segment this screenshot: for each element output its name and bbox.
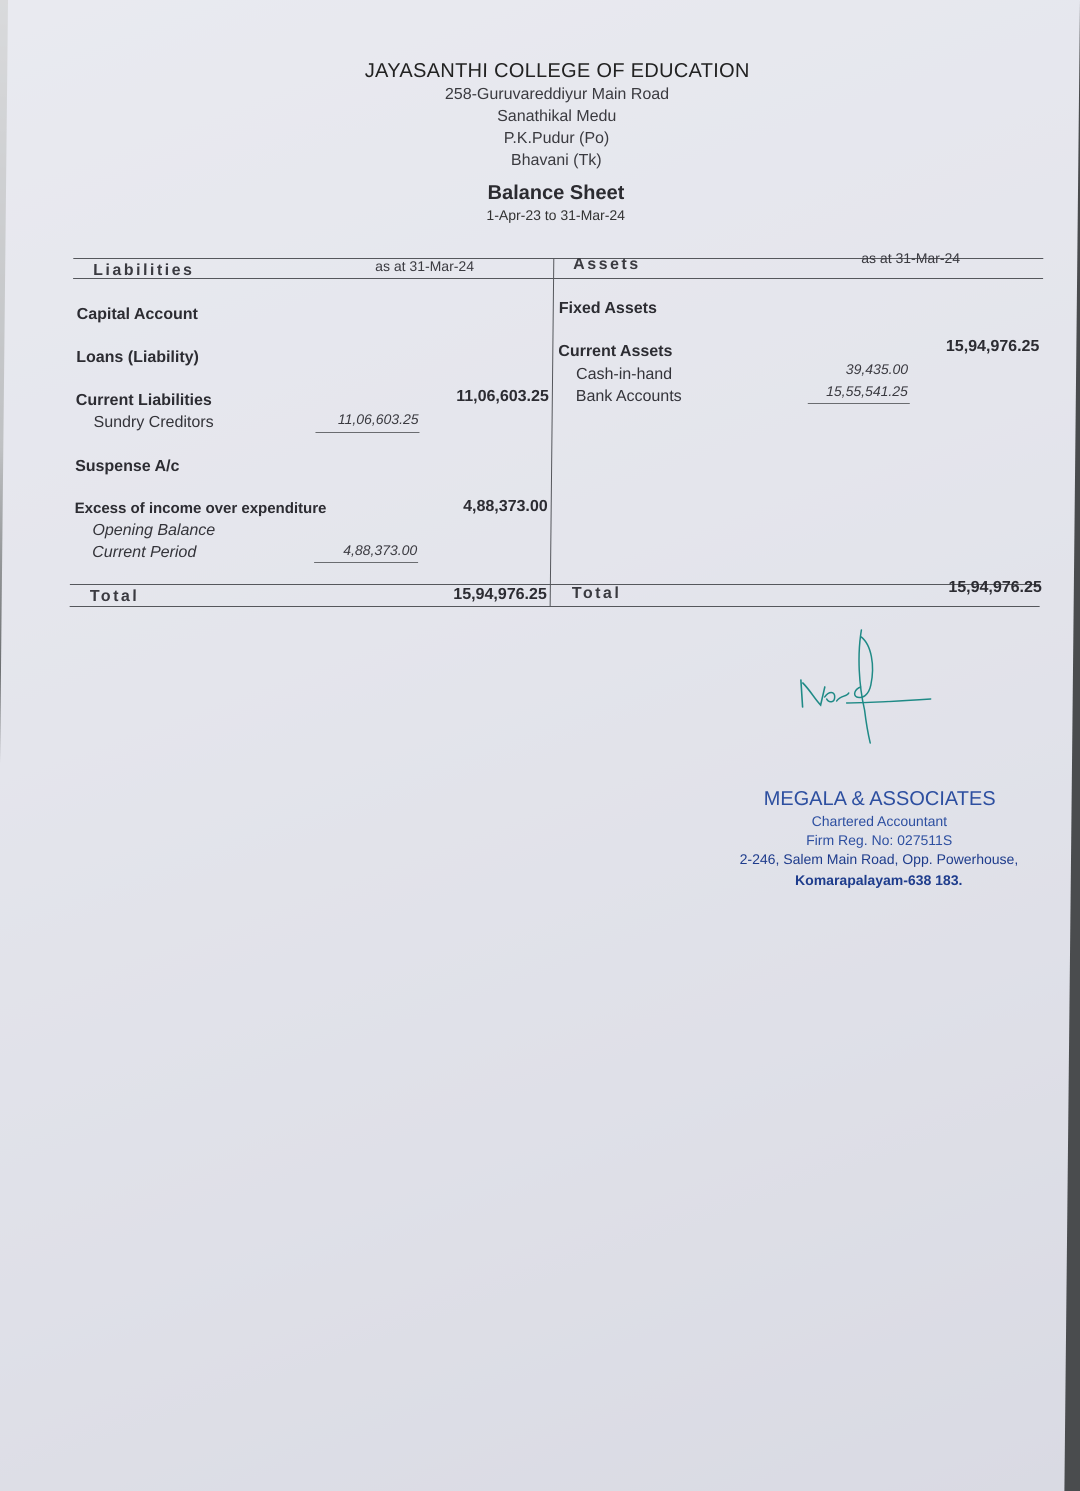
- auditor-role: Chartered Accountant: [811, 813, 948, 829]
- current-liabilities-total: 11,06,603.25: [456, 388, 549, 405]
- bank-accounts-amount: 15,55,541.25: [826, 383, 908, 399]
- assets-as-at: as at 31-Mar-24: [861, 250, 961, 266]
- excess-total: 4,88,373.00: [463, 498, 548, 515]
- auditor-address-1: 2-246, Salem Main Road, Opp. Powerhouse,: [739, 851, 1019, 867]
- current-period-label: Current Period: [92, 544, 197, 561]
- total-bottom-rule: [70, 606, 1040, 607]
- address-line-2: Sanathikal Medu: [497, 108, 617, 125]
- current-liabilities-label: Current Liabilities: [75, 392, 212, 409]
- fixed-assets-label: Fixed Assets: [558, 300, 657, 317]
- bank-accounts-label: Bank Accounts: [575, 388, 682, 405]
- liabilities-total-label: Total: [89, 588, 140, 605]
- opening-balance-label: Opening Balance: [92, 522, 216, 539]
- current-assets-total: 15,94,976.25: [945, 338, 1040, 355]
- excess-label: Excess of income over expenditure: [74, 500, 327, 517]
- liabilities-total-amount: 15,94,976.25: [453, 586, 547, 603]
- current-assets-label: Current Assets: [558, 343, 673, 360]
- loans-label: Loans (Liability): [76, 349, 200, 366]
- institution-name: JAYASANTHI COLLEGE OF EDUCATION: [364, 60, 750, 82]
- sundry-creditors-label: Sundry Creditors: [93, 414, 214, 431]
- sheet-period: 1-Apr-23 to 31-Mar-24: [486, 207, 626, 223]
- subtotal-rule: [315, 432, 419, 433]
- subtotal-rule: [314, 562, 418, 563]
- capital-account-label: Capital Account: [76, 306, 198, 323]
- table-header-rule: [73, 278, 1043, 279]
- cash-in-hand-amount: 39,435.00: [845, 361, 909, 377]
- address-line-4: Bhavani (Tk): [510, 152, 602, 169]
- address-line-3: P.K.Pudur (Po): [503, 130, 610, 147]
- auditor-reg-no: Firm Reg. No: 027511S: [806, 832, 953, 848]
- table-divider: [550, 258, 555, 606]
- suspense-label: Suspense A/c: [75, 458, 180, 475]
- current-period-amount: 4,88,373.00: [343, 542, 418, 558]
- liabilities-as-at: as at 31-Mar-24: [375, 258, 475, 274]
- address-line-1: 258-Guruvareddiyur Main Road: [444, 86, 670, 103]
- auditor-address-2: Komarapalayam-638 183.: [795, 872, 963, 888]
- sundry-creditors-amount: 11,06,603.25: [337, 411, 419, 427]
- subtotal-rule: [808, 403, 910, 404]
- liabilities-heading: Liabilities: [93, 262, 195, 279]
- signature: [790, 625, 941, 755]
- assets-total-label: Total: [571, 585, 622, 602]
- assets-heading: Assets: [573, 256, 641, 273]
- sheet-title: Balance Sheet: [487, 182, 625, 204]
- assets-total-amount: 15,94,976.25: [948, 579, 1042, 596]
- cash-in-hand-label: Cash-in-hand: [575, 366, 673, 383]
- auditor-firm-name: MEGALA & ASSOCIATES: [763, 788, 996, 810]
